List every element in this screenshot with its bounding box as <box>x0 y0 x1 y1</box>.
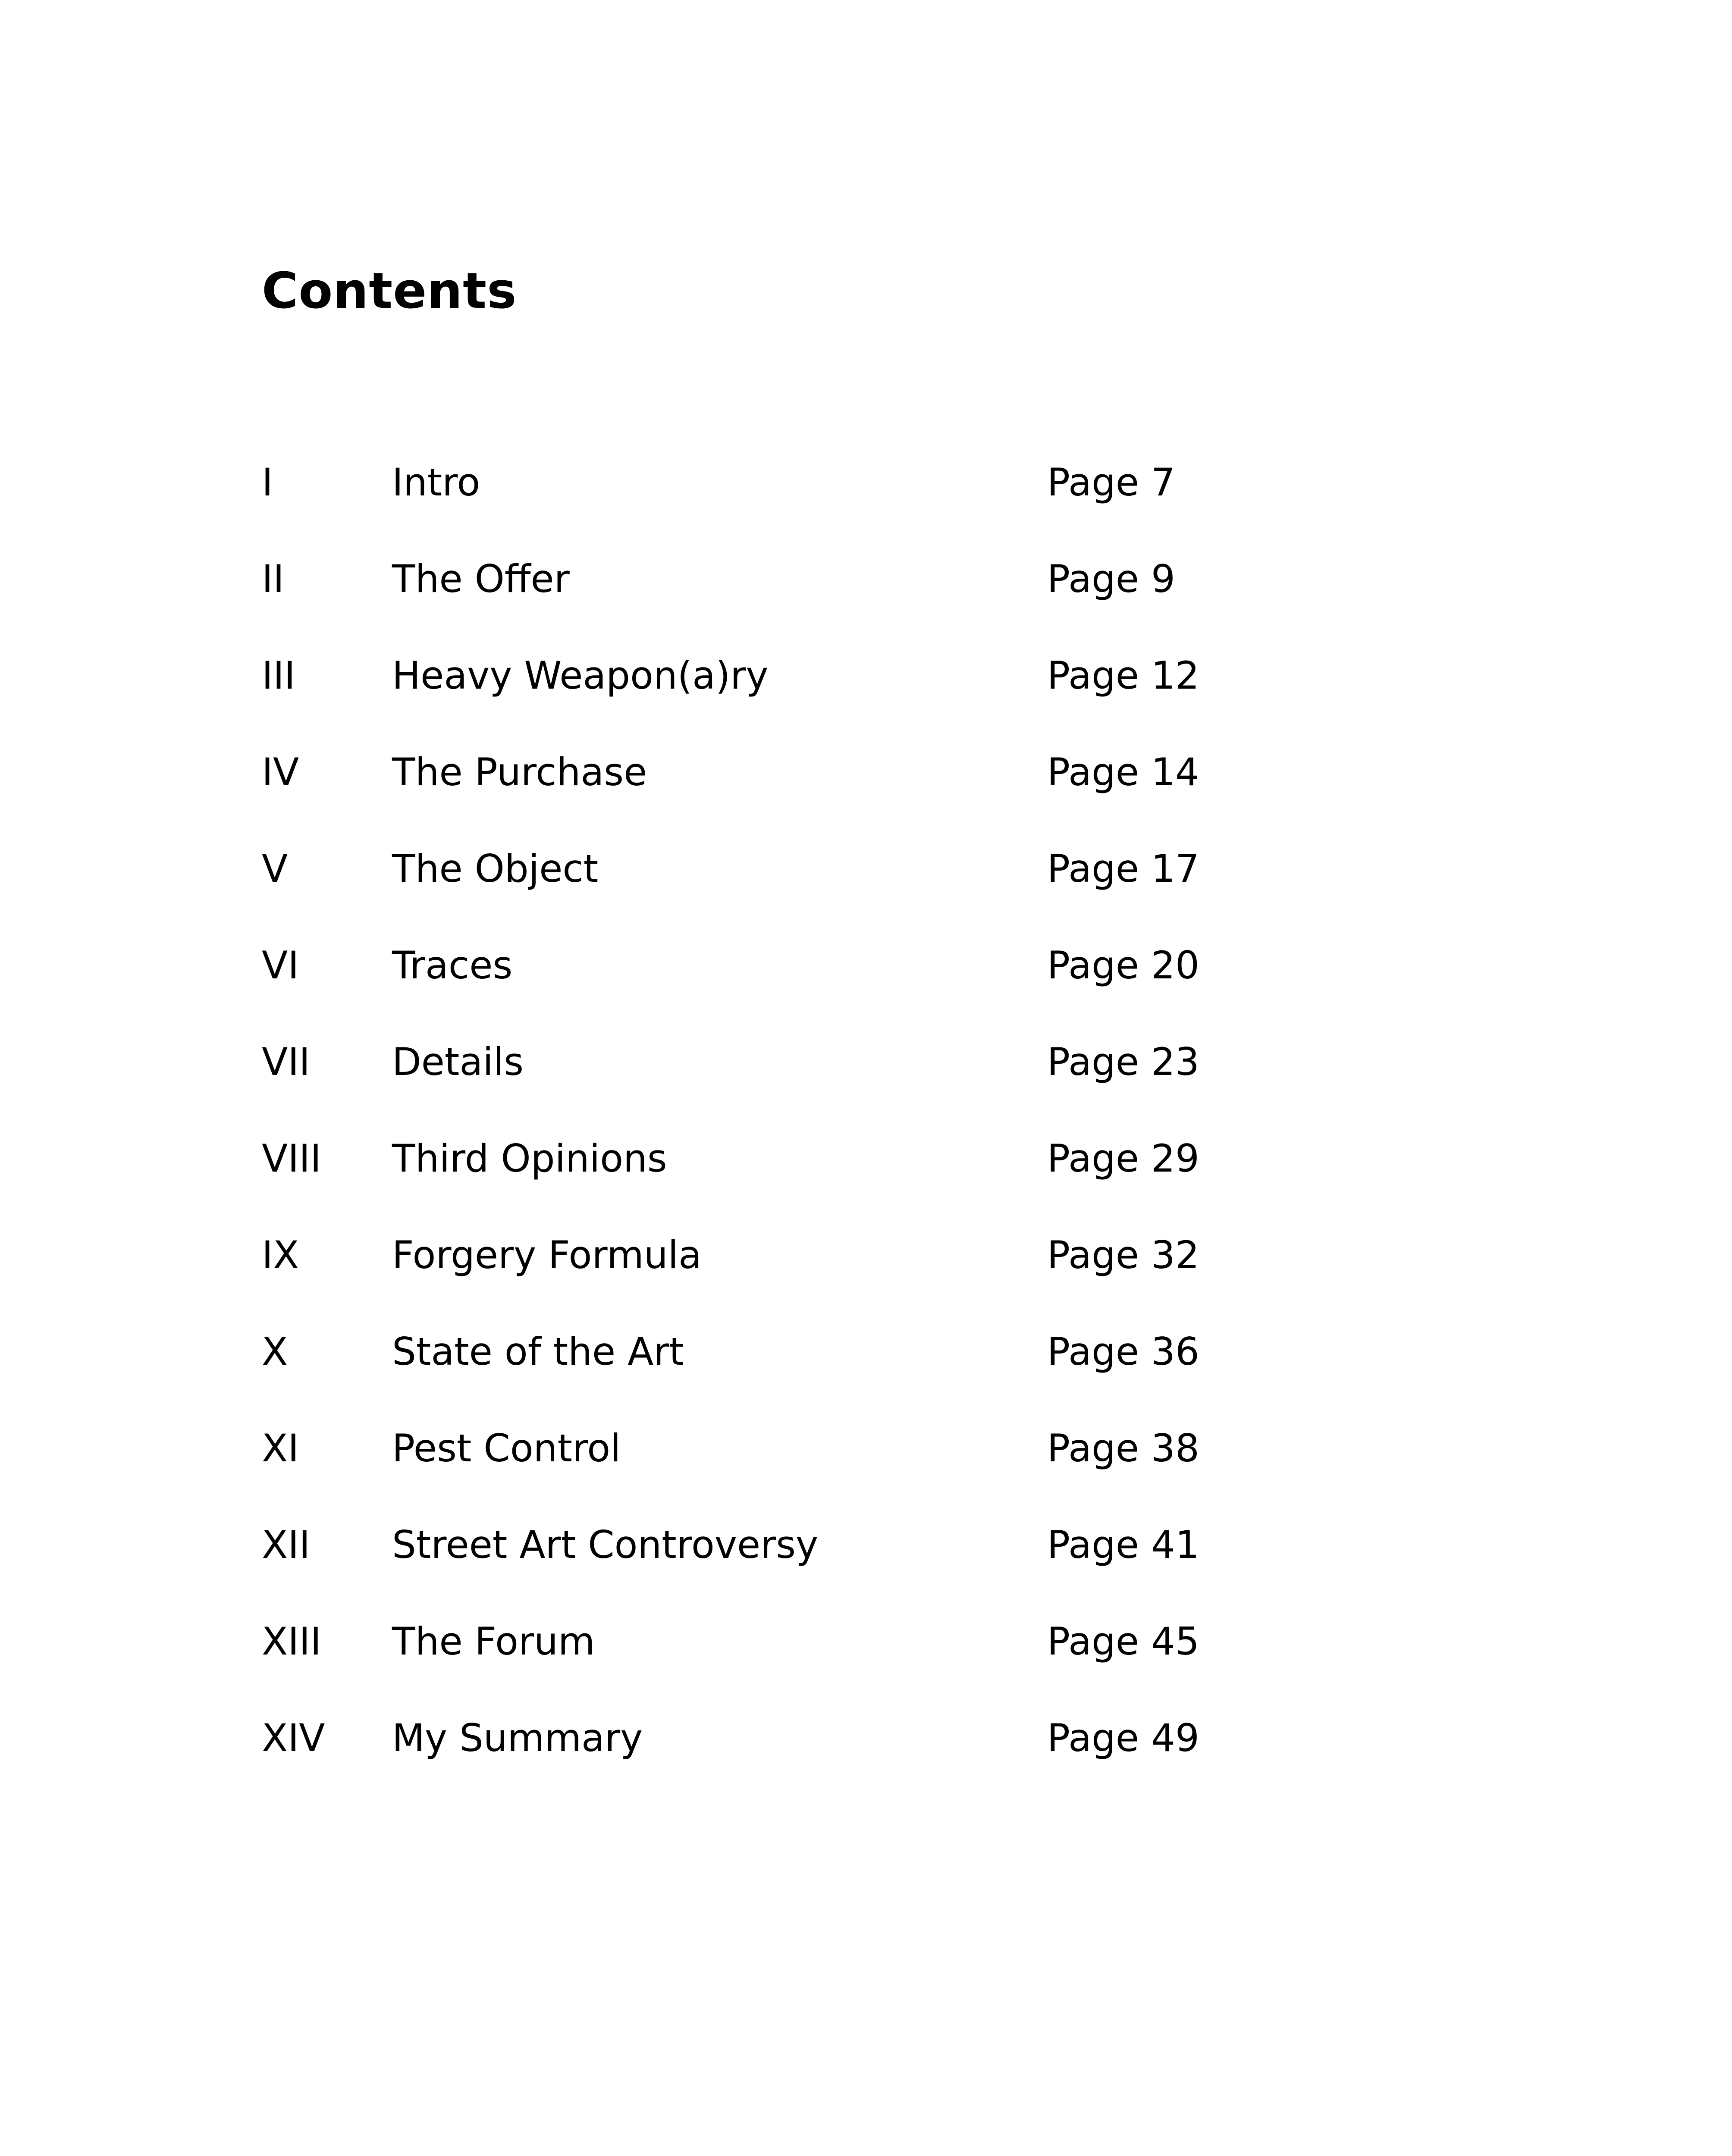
toc-entry-title: My Summary <box>392 1716 643 1760</box>
toc-entry-number: I <box>262 460 273 505</box>
toc-entry-title: Traces <box>392 943 513 987</box>
toc-entry-page: Page 29 <box>1047 1136 1199 1181</box>
toc-entry <box>262 740 1383 837</box>
toc-entry-number: II <box>262 557 284 601</box>
toc-entry-page: Page 38 <box>1047 1426 1199 1470</box>
page-title: Contents <box>262 262 517 320</box>
toc-entry <box>262 837 1383 933</box>
toc-entry <box>262 547 1383 643</box>
toc-entry-number: XII <box>262 1523 311 1567</box>
toc-entry-number: IV <box>262 750 299 794</box>
toc-entry-title: Details <box>392 1040 524 1084</box>
toc-entry-title: Intro <box>392 460 480 505</box>
table-of-contents <box>262 450 1383 1802</box>
toc-entry-number: X <box>262 1329 288 1374</box>
toc-entry-number: XIII <box>262 1619 322 1664</box>
toc-entry <box>262 450 1383 547</box>
toc-entry-page: Page 32 <box>1047 1233 1199 1277</box>
toc-entry-number: XI <box>262 1426 299 1470</box>
toc-entry-page: Page 49 <box>1047 1716 1199 1760</box>
toc-entry-title: The Object <box>392 846 599 891</box>
toc-entry <box>262 1416 1383 1513</box>
toc-entry-title: The Purchase <box>392 750 647 794</box>
toc-entry-number: V <box>262 846 288 891</box>
toc-entry <box>262 933 1383 1030</box>
toc-entry-page: Page 17 <box>1047 846 1199 891</box>
toc-entry-page: Page 45 <box>1047 1619 1199 1664</box>
toc-entry <box>262 1609 1383 1706</box>
toc-entry-page: Page 36 <box>1047 1329 1199 1374</box>
toc-entry-number: III <box>262 653 295 698</box>
toc-entry-page: Page 20 <box>1047 943 1199 987</box>
toc-entry <box>262 1706 1383 1802</box>
toc-entry <box>262 1126 1383 1223</box>
toc-entry-number: VIII <box>262 1136 322 1181</box>
toc-entry-title: Pest Control <box>392 1426 621 1470</box>
toc-entry <box>262 1223 1383 1319</box>
toc-entry-number: VII <box>262 1040 311 1084</box>
toc-entry-title: The Forum <box>392 1619 595 1664</box>
toc-entry <box>262 1513 1383 1609</box>
toc-entry-title: The Offer <box>392 557 570 601</box>
toc-entry-title: Heavy Weapon(a)ry <box>392 653 769 698</box>
toc-entry <box>262 1030 1383 1126</box>
toc-entry-page: Page 41 <box>1047 1523 1199 1567</box>
toc-entry-number: IX <box>262 1233 299 1277</box>
toc-entry-page: Page 7 <box>1047 460 1175 505</box>
toc-entry <box>262 643 1383 740</box>
toc-entry-title: Third Opinions <box>392 1136 667 1181</box>
toc-entry-title: Forgery Formula <box>392 1233 702 1277</box>
toc-entry-title: Street Art Controversy <box>392 1523 819 1567</box>
toc-entry <box>262 1319 1383 1416</box>
toc-entry-title: State of the Art <box>392 1329 684 1374</box>
toc-entry-number: VI <box>262 943 299 987</box>
toc-entry-number: XIV <box>262 1716 325 1760</box>
toc-entry-page: Page 14 <box>1047 750 1199 794</box>
toc-entry-page: Page 23 <box>1047 1040 1199 1084</box>
toc-entry-page: Page 9 <box>1047 557 1175 601</box>
toc-entry-page: Page 12 <box>1047 653 1199 698</box>
